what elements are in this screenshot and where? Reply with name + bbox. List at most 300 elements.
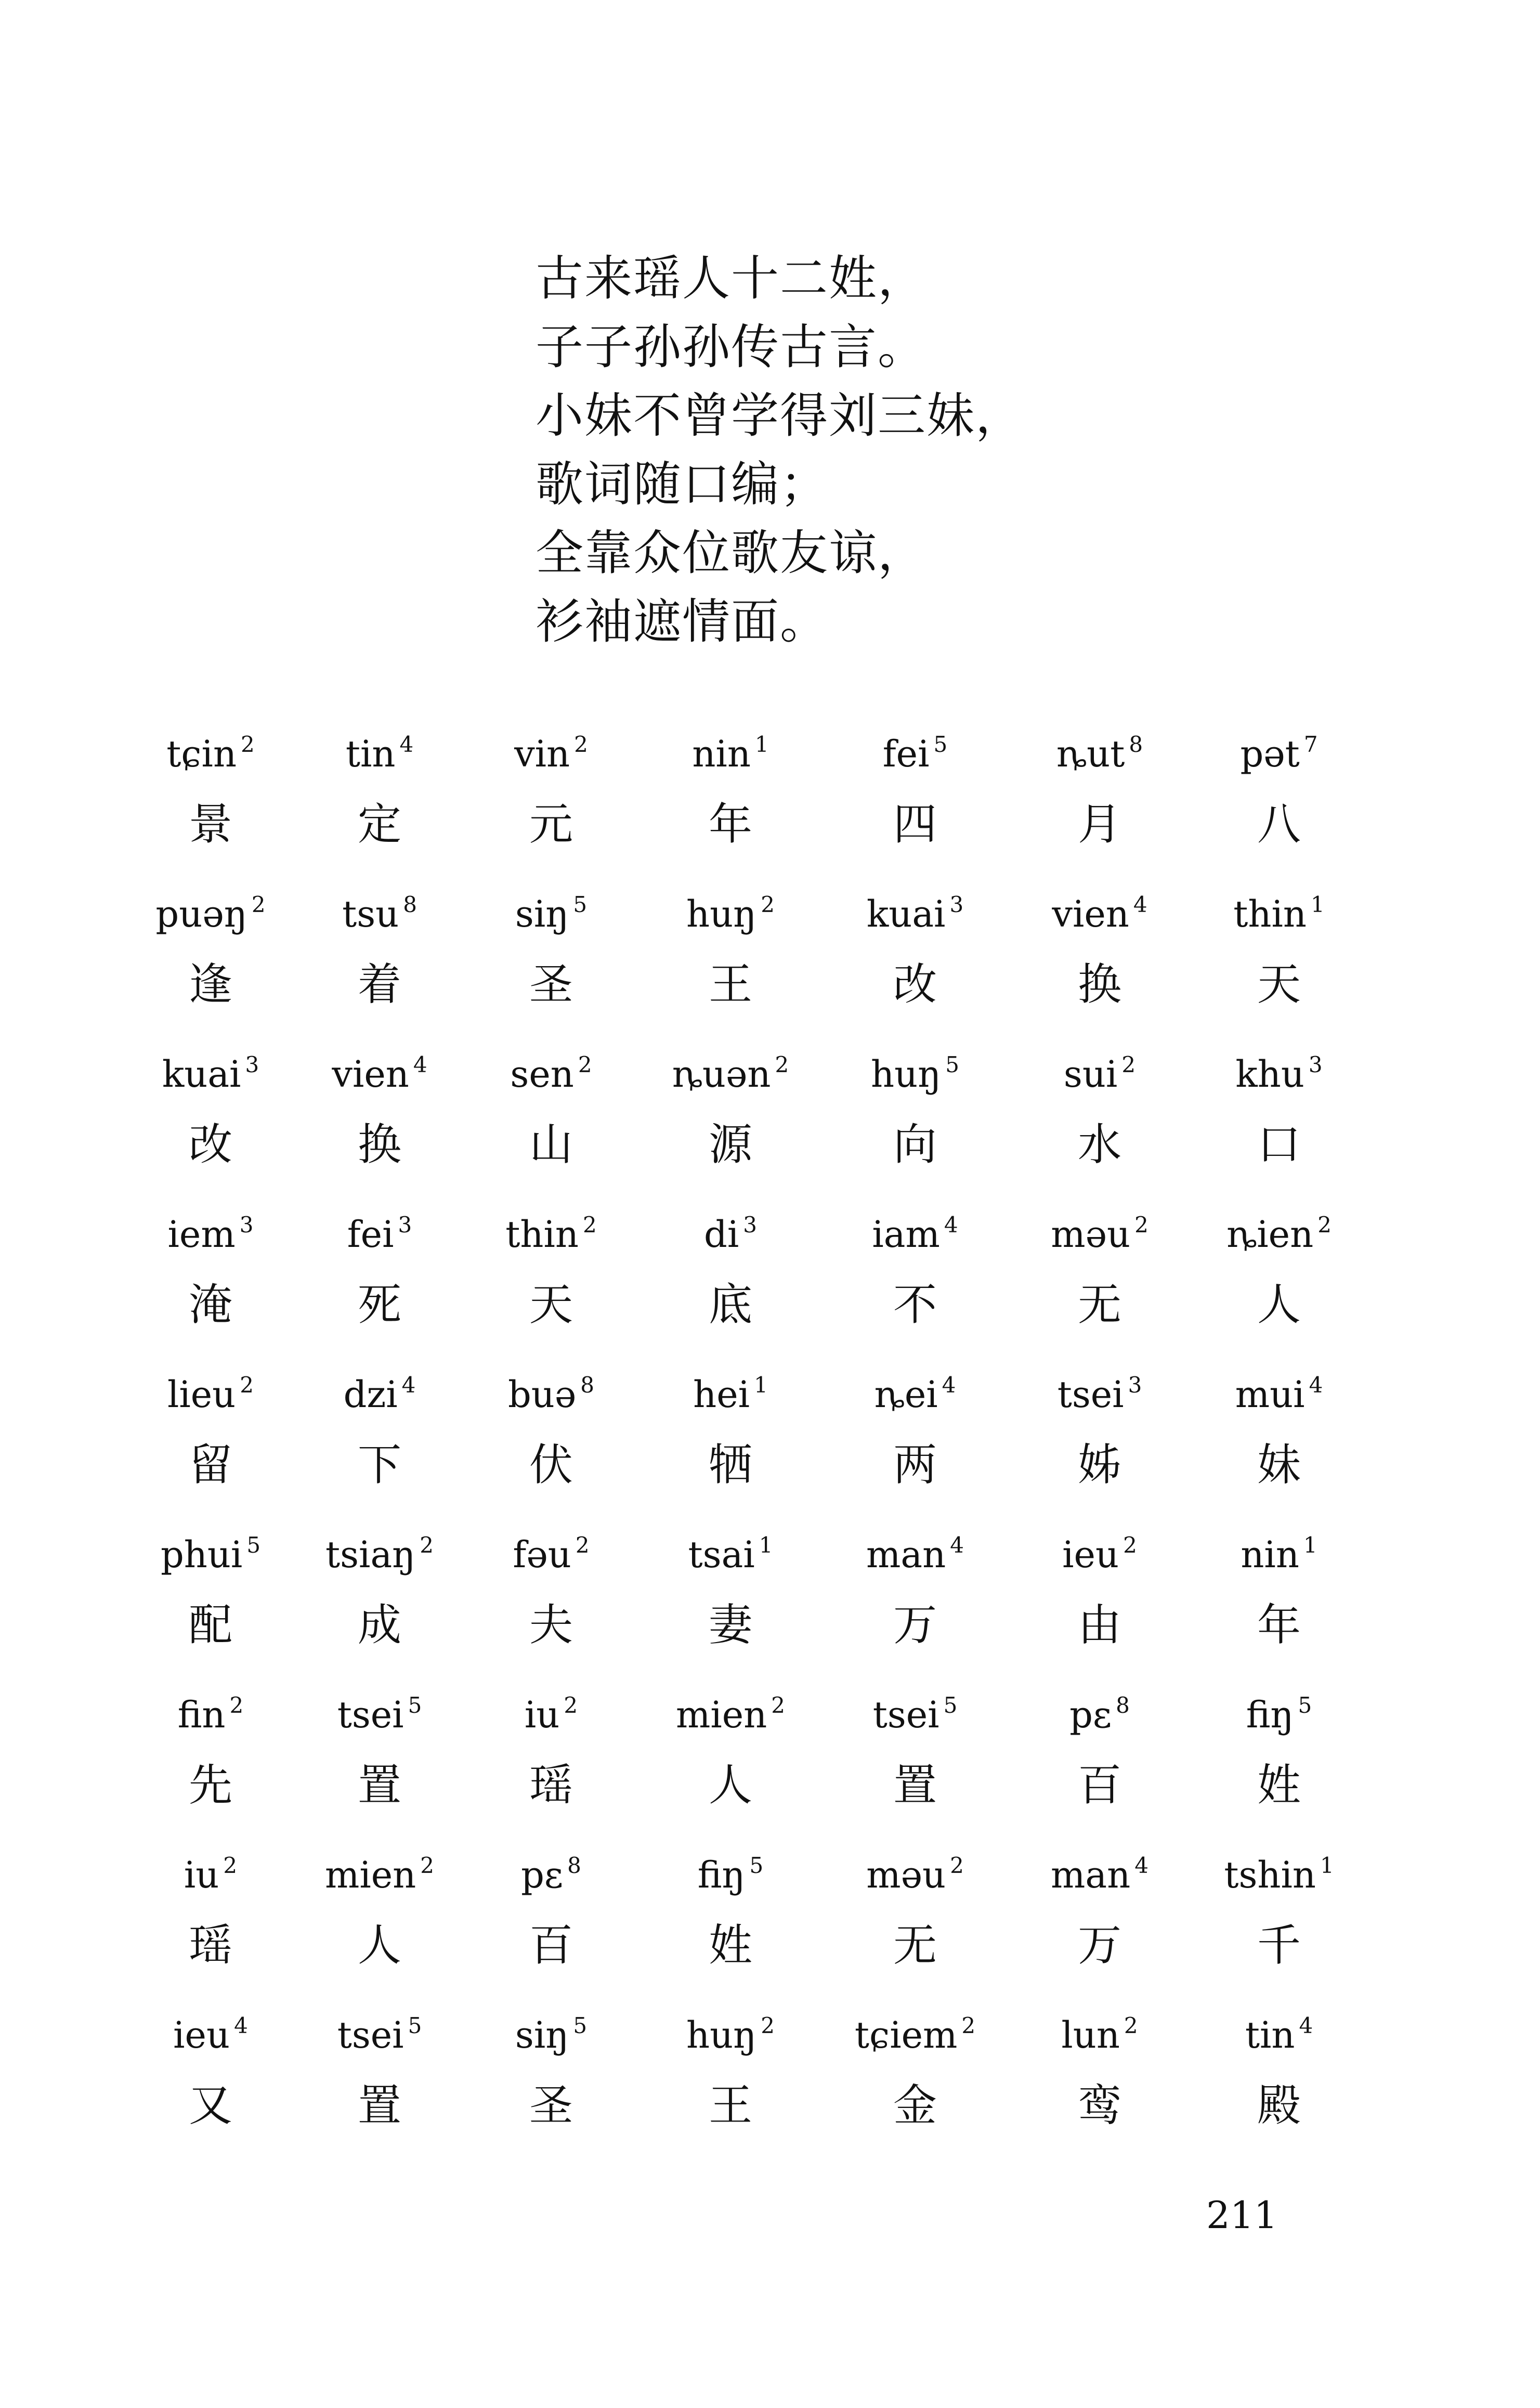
syllable: pɛ	[521, 1854, 564, 1896]
syllable: nin	[692, 733, 751, 775]
gloss-cell	[122, 1043, 299, 1183]
gloss-cell	[463, 1203, 640, 1344]
romanization	[1011, 1363, 1188, 1426]
romanization	[642, 1684, 819, 1746]
chinese-character: 年	[708, 799, 752, 850]
romanization	[1011, 1043, 1188, 1105]
tone-number: 3	[743, 1212, 757, 1238]
romanization	[122, 2004, 299, 2066]
chinese-character: 留	[188, 1439, 232, 1490]
gloss-row	[0, 1043, 1540, 1203]
tone-number: 5	[1298, 1693, 1312, 1718]
syllable: tsei	[337, 2014, 404, 2056]
gloss-row	[0, 1203, 1540, 1363]
tone-number: 8	[1129, 732, 1143, 757]
gloss-cell	[463, 2004, 640, 2144]
syllable: tin	[345, 733, 396, 775]
verse-block	[536, 244, 1263, 656]
tone-number: 4	[413, 1052, 427, 1077]
tone-number: 2	[420, 1853, 434, 1878]
chinese-character: 元	[529, 799, 573, 850]
gloss-cell	[827, 1043, 1003, 1183]
gloss-cell	[827, 1524, 1003, 1664]
tone-number: 2	[582, 1212, 597, 1238]
syllable: tsai	[688, 1533, 755, 1576]
gloss-cell	[463, 1363, 640, 1504]
tone-number: 5	[573, 2013, 588, 2038]
chinese-character: 姊	[1077, 1439, 1121, 1490]
tone-number: 3	[398, 1212, 412, 1238]
gloss-cell	[642, 883, 819, 1023]
tone-number: 3	[949, 892, 964, 917]
syllable: di	[704, 1213, 739, 1256]
gloss-cell	[827, 1684, 1003, 1824]
chinese-character: 淹	[188, 1279, 232, 1330]
romanization	[463, 723, 640, 785]
romanization	[1011, 1684, 1188, 1746]
romanization	[291, 1043, 468, 1105]
gloss-cell	[463, 1684, 640, 1824]
gloss-cell	[1191, 1524, 1367, 1664]
syllable: pət	[1240, 733, 1300, 775]
syllable: fiŋ	[697, 1854, 746, 1896]
syllable: tɕin	[166, 733, 237, 775]
romanization	[1011, 1524, 1188, 1586]
syllable: mien	[675, 1694, 767, 1736]
gloss-cell	[1011, 1844, 1188, 1984]
romanization	[463, 1363, 640, 1426]
chinese-character: 夫	[529, 1599, 573, 1650]
gloss-cell	[1011, 883, 1188, 1023]
gloss-cell	[1191, 2004, 1367, 2144]
syllable: vien	[1052, 893, 1129, 935]
gloss-cell	[1011, 1203, 1188, 1344]
gloss-row	[0, 2004, 1540, 2164]
chinese-character: 置	[357, 1760, 401, 1811]
syllable: mui	[1235, 1373, 1305, 1416]
chinese-character: 定	[357, 799, 401, 850]
chinese-character: 八	[1257, 799, 1301, 850]
syllable: fiŋ	[1246, 1694, 1294, 1736]
romanization	[122, 1844, 299, 1906]
chinese-character: 换	[1077, 959, 1121, 1010]
chinese-character: 水	[1077, 1119, 1121, 1170]
chinese-character: 百	[529, 1920, 573, 1971]
tone-number: 2	[575, 1532, 590, 1558]
chinese-character: 由	[1077, 1599, 1121, 1650]
gloss-row	[0, 1844, 1540, 2004]
chinese-character: 景	[188, 799, 232, 850]
chinese-character: 改	[188, 1119, 232, 1170]
gloss-cell	[463, 1844, 640, 1984]
romanization	[1191, 1043, 1367, 1105]
chinese-character: 两	[893, 1439, 937, 1490]
gloss-cell	[1191, 1363, 1367, 1504]
chinese-character: 配	[188, 1599, 232, 1650]
chinese-character: 改	[893, 959, 937, 1010]
chinese-character: 四	[893, 799, 937, 850]
syllable: fin	[177, 1694, 226, 1736]
tone-number: 2	[574, 732, 588, 757]
syllable: fei	[347, 1213, 394, 1256]
chinese-character: 口	[1257, 1119, 1301, 1170]
gloss-cell	[827, 2004, 1003, 2144]
syllable: buə	[507, 1373, 577, 1416]
syllable: pɛ	[1069, 1694, 1112, 1736]
chinese-character: 置	[893, 1760, 937, 1811]
romanization	[827, 883, 1003, 945]
gloss-cell	[122, 1684, 299, 1824]
chinese-character: 牺	[708, 1439, 752, 1490]
gloss-cell	[291, 1363, 468, 1504]
tone-number: 5	[573, 892, 588, 917]
gloss-cell	[463, 1524, 640, 1664]
gloss-cell	[291, 1524, 468, 1664]
verse-line: 歌词随口编；	[536, 457, 829, 512]
chinese-character: 着	[357, 959, 401, 1010]
syllable: dzi	[343, 1373, 398, 1416]
tone-number: 5	[749, 1853, 764, 1878]
tone-number: 1	[1303, 1532, 1317, 1558]
tone-number: 2	[775, 1052, 789, 1077]
tone-number: 2	[578, 1052, 592, 1077]
syllable: vien	[332, 1053, 409, 1096]
syllable: huŋ	[871, 1053, 942, 1096]
chinese-character: 瑶	[529, 1760, 573, 1811]
syllable: thin	[505, 1213, 579, 1256]
romanization	[642, 1043, 819, 1105]
tone-number: 7	[1303, 732, 1318, 757]
verse-line: 古来瑶人十二姓，	[536, 251, 927, 306]
romanization	[1191, 1363, 1367, 1426]
romanization	[1011, 883, 1188, 945]
gloss-cell	[1011, 723, 1188, 863]
romanization	[827, 1203, 1003, 1266]
syllable: kuai	[866, 893, 946, 935]
verse-line: 小妹不曾学得刘三妹，	[536, 388, 1025, 444]
romanization	[463, 883, 640, 945]
syllable: ȵei	[874, 1373, 938, 1416]
syllable: iam	[872, 1213, 940, 1256]
gloss-cell	[642, 1363, 819, 1504]
tone-number: 3	[1308, 1052, 1323, 1077]
chinese-character: 千	[1257, 1920, 1301, 1971]
syllable: tshin	[1224, 1854, 1316, 1896]
gloss-cell	[122, 1203, 299, 1344]
chinese-character: 换	[357, 1119, 401, 1170]
syllable: hei	[693, 1373, 750, 1416]
tone-number: 4	[1309, 1372, 1323, 1398]
tone-number: 2	[771, 1693, 785, 1718]
tone-number: 3	[239, 1212, 254, 1238]
romanization	[1191, 883, 1367, 945]
tone-number: 4	[401, 1372, 416, 1398]
romanization	[1011, 1844, 1188, 1906]
tone-number: 4	[1133, 892, 1147, 917]
syllable: ȵut	[1056, 733, 1125, 775]
chinese-character: 底	[708, 1279, 752, 1330]
tone-number: 8	[567, 1853, 581, 1878]
gloss-cell	[1011, 1524, 1188, 1664]
page-number: 211	[1206, 2193, 1278, 2237]
chinese-character: 成	[357, 1599, 401, 1650]
gloss-cell	[827, 883, 1003, 1023]
syllable: ieu	[173, 2014, 230, 2056]
tone-number: 2	[241, 732, 255, 757]
gloss-cell	[122, 1844, 299, 1984]
tone-number: 2	[1123, 1532, 1137, 1558]
tone-number: 1	[754, 732, 769, 757]
syllable: tsei	[1057, 1373, 1124, 1416]
gloss-row	[0, 883, 1540, 1043]
chinese-character: 逢	[188, 959, 232, 1010]
tone-number: 2	[229, 1693, 244, 1718]
gloss-cell	[642, 1203, 819, 1344]
chinese-character: 圣	[529, 959, 573, 1010]
syllable: man	[866, 1533, 946, 1576]
chinese-character: 月	[1077, 799, 1121, 850]
tone-number: 2	[240, 1372, 254, 1398]
tone-number: 5	[408, 1693, 422, 1718]
gloss-cell	[122, 2004, 299, 2144]
syllable: nin	[1241, 1533, 1299, 1576]
syllable: huŋ	[686, 2014, 757, 2056]
syllable: lieu	[167, 1373, 236, 1416]
tone-number: 2	[761, 2013, 775, 2038]
romanization	[1011, 1203, 1188, 1266]
romanization	[1011, 2004, 1188, 2066]
syllable: məu	[866, 1854, 946, 1896]
tone-number: 2	[420, 1532, 434, 1558]
tone-number: 2	[761, 892, 775, 917]
syllable: tsu	[342, 893, 399, 935]
syllable: tsiaŋ	[325, 1533, 416, 1576]
gloss-cell	[1191, 1684, 1367, 1824]
syllable: siŋ	[515, 2014, 569, 2056]
tone-number: 5	[945, 1052, 959, 1077]
romanization	[122, 1684, 299, 1746]
gloss-row	[0, 1524, 1540, 1684]
gloss-cell	[122, 1524, 299, 1664]
chinese-character: 王	[708, 959, 752, 1010]
syllable: tɕiem	[854, 2014, 958, 2056]
romanization	[291, 1363, 468, 1426]
romanization	[291, 1524, 468, 1586]
tone-number: 4	[399, 732, 414, 757]
romanization	[827, 1524, 1003, 1586]
romanization	[463, 1844, 640, 1906]
romanization	[122, 883, 299, 945]
chinese-character: 人	[1257, 1279, 1301, 1330]
gloss-cell	[1011, 1043, 1188, 1183]
gloss-cell	[291, 1203, 468, 1344]
tone-number: 1	[754, 1372, 768, 1398]
chinese-character: 圣	[529, 2080, 573, 2131]
syllable: məu	[1051, 1213, 1131, 1256]
gloss-cell	[291, 883, 468, 1023]
chinese-character: 源	[708, 1119, 752, 1170]
chinese-character: 人	[708, 1760, 752, 1811]
tone-number: 4	[1134, 1853, 1149, 1878]
gloss-cell	[122, 1363, 299, 1504]
chinese-character: 妹	[1257, 1439, 1301, 1490]
romanization	[291, 723, 468, 785]
chinese-character: 鸾	[1077, 2080, 1121, 2131]
chinese-character: 向	[893, 1119, 937, 1170]
chinese-character: 王	[708, 2080, 752, 2131]
tone-number: 5	[408, 2013, 422, 2038]
syllable: sui	[1063, 1053, 1118, 1096]
romanization	[291, 1844, 468, 1906]
gloss-cell	[642, 1043, 819, 1183]
romanization	[827, 1043, 1003, 1105]
romanization	[463, 1524, 640, 1586]
romanization	[642, 883, 819, 945]
chinese-character: 百	[1077, 1760, 1121, 1811]
chinese-character: 死	[357, 1279, 401, 1330]
gloss-cell	[1011, 2004, 1188, 2144]
chinese-character: 万	[893, 1599, 937, 1650]
syllable: man	[1051, 1854, 1131, 1896]
gloss-cell	[122, 723, 299, 863]
syllable: khu	[1235, 1053, 1304, 1096]
tone-number: 2	[1317, 1212, 1332, 1238]
romanization	[827, 2004, 1003, 2066]
chinese-character: 殿	[1257, 2080, 1301, 2131]
chinese-character: 先	[188, 1760, 232, 1811]
tone-number: 2	[1134, 1212, 1149, 1238]
romanization	[642, 1844, 819, 1906]
chinese-character: 瑶	[188, 1920, 232, 1971]
chinese-character: 伏	[529, 1439, 573, 1490]
romanization	[827, 1684, 1003, 1746]
tone-number: 1	[759, 1532, 773, 1558]
syllable: fei	[882, 733, 930, 775]
romanization	[642, 2004, 819, 2066]
tone-number: 5	[933, 732, 948, 757]
tone-number: 4	[234, 2013, 248, 2038]
gloss-cell	[642, 1684, 819, 1824]
tone-number: 2	[961, 2013, 976, 2038]
gloss-cell	[1191, 723, 1367, 863]
tone-number: 5	[943, 1693, 958, 1718]
syllable: mien	[324, 1854, 416, 1896]
syllable: sen	[510, 1053, 574, 1096]
romanization	[642, 723, 819, 785]
gloss-cell	[642, 1524, 819, 1664]
chinese-character: 无	[893, 1920, 937, 1971]
chinese-character: 金	[893, 2080, 937, 2131]
romanization	[642, 1524, 819, 1586]
chinese-character: 年	[1257, 1599, 1301, 1650]
gloss-cell	[291, 1684, 468, 1824]
syllable: phui	[160, 1533, 243, 1576]
romanization	[1191, 1844, 1367, 1906]
chinese-character: 天	[1257, 959, 1301, 1010]
romanization	[291, 1203, 468, 1266]
syllable: tsei	[872, 1694, 939, 1736]
gloss-cell	[642, 1844, 819, 1984]
chinese-character: 人	[357, 1920, 401, 1971]
gloss-cell	[1011, 1684, 1188, 1824]
romanization	[122, 723, 299, 785]
tone-number: 8	[403, 892, 417, 917]
romanization	[1191, 723, 1367, 785]
verse-line: 衫袖遮情面。	[536, 594, 829, 649]
tone-number: 2	[564, 1693, 578, 1718]
syllable: ȵien	[1226, 1213, 1314, 1256]
syllable: tin	[1245, 2014, 1295, 2056]
gloss-cell	[122, 883, 299, 1023]
tone-number: 2	[251, 892, 266, 917]
syllable: tsei	[337, 1694, 404, 1736]
tone-number: 2	[1121, 1052, 1136, 1077]
syllable: ieu	[1062, 1533, 1119, 1576]
syllable: ȵuən	[672, 1053, 771, 1096]
romanization	[463, 1043, 640, 1105]
romanization	[122, 1524, 299, 1586]
tone-number: 4	[942, 1372, 956, 1398]
chinese-character: 妻	[708, 1599, 752, 1650]
romanization	[122, 1363, 299, 1426]
tone-number: 4	[950, 1532, 964, 1558]
chinese-character: 又	[188, 2080, 232, 2131]
syllable: huŋ	[686, 893, 757, 935]
romanization	[1191, 1524, 1367, 1586]
tone-number: 1	[1310, 892, 1325, 917]
romanization	[827, 1363, 1003, 1426]
gloss-cell	[291, 1043, 468, 1183]
chinese-character: 姓	[708, 1920, 752, 1971]
romanization	[827, 1844, 1003, 1906]
romanization	[122, 1043, 299, 1105]
romanization	[642, 1363, 819, 1426]
gloss-cell	[827, 1203, 1003, 1344]
gloss-cell	[1191, 1043, 1367, 1183]
tone-number: 3	[1128, 1372, 1142, 1398]
romanization	[291, 1684, 468, 1746]
gloss-cell	[463, 883, 640, 1023]
romanization	[1011, 723, 1188, 785]
gloss-cell	[291, 2004, 468, 2144]
syllable: siŋ	[515, 893, 569, 935]
tone-number: 2	[1124, 2013, 1138, 2038]
romanization	[1191, 2004, 1367, 2066]
chinese-character: 姓	[1257, 1760, 1301, 1811]
gloss-cell	[642, 2004, 819, 2144]
romanization	[463, 1684, 640, 1746]
syllable: kuai	[162, 1053, 241, 1096]
gloss-cell	[1011, 1363, 1188, 1504]
syllable: fəu	[513, 1533, 571, 1576]
syllable: puəŋ	[155, 893, 247, 935]
chinese-character: 山	[529, 1119, 573, 1170]
gloss-cell	[827, 1844, 1003, 1984]
gloss-row	[0, 1363, 1540, 1524]
romanization	[827, 723, 1003, 785]
gloss-cell	[463, 723, 640, 863]
tone-number: 1	[1320, 1853, 1334, 1878]
romanization	[291, 883, 468, 945]
tone-number: 8	[580, 1372, 595, 1398]
syllable: iu	[184, 1854, 219, 1896]
tone-number: 5	[246, 1532, 261, 1558]
romanization	[642, 1203, 819, 1266]
verse-line: 全靠众位歌友谅，	[536, 525, 927, 581]
gloss-cell	[291, 723, 468, 863]
gloss-cell	[1191, 1203, 1367, 1344]
chinese-character: 不	[893, 1279, 937, 1330]
